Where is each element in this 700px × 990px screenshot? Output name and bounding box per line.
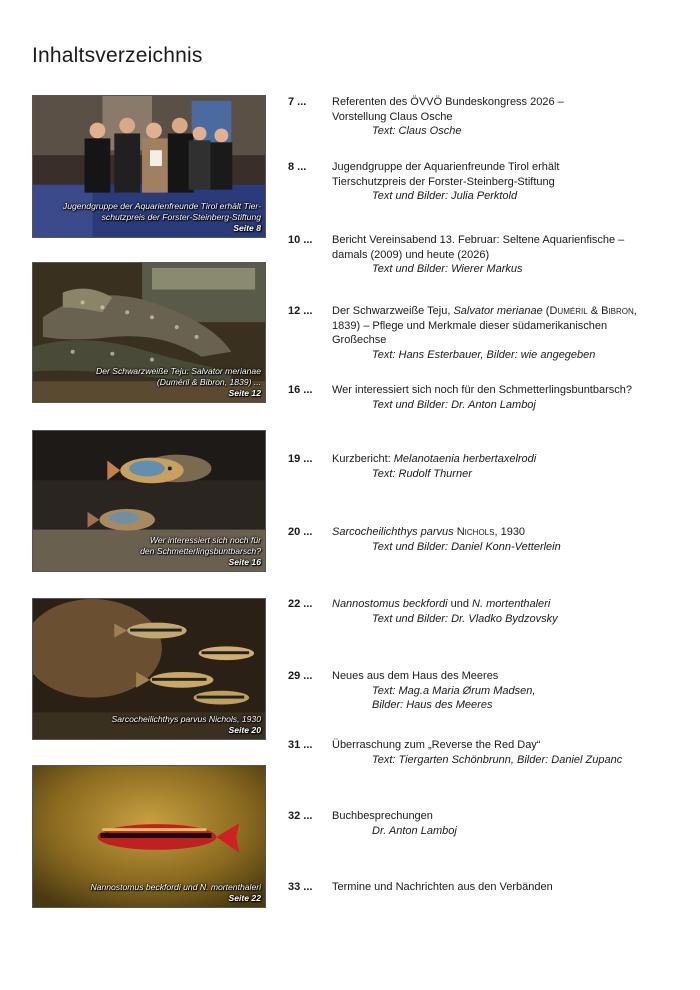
toc-entry[interactable] bbox=[288, 809, 678, 838]
toc-page-number: 19 ... bbox=[288, 453, 313, 465]
toc-entry[interactable] bbox=[288, 383, 678, 412]
toc-title: Wer interessiert sich noch für den Schmetterlingsbuntbarsch? bbox=[332, 384, 632, 396]
toc-page-number: 12 ... bbox=[288, 305, 313, 317]
toc-page-number: 22 ... bbox=[288, 598, 313, 610]
toc-entry[interactable] bbox=[288, 669, 678, 713]
thumbnail-caption: Jugendgruppe der Aquarienfreunde Tirol erhält Tier- schutzpreis der Forster-Steinberg-Stiftung Seite 8 bbox=[62, 201, 261, 233]
toc-page-number: 7 ... bbox=[288, 96, 307, 108]
thumbnail-caption: Wer interessiert sich noch für den Schmetterlingsbuntbarsch? Seite 16 bbox=[140, 535, 261, 567]
toc-page-number: 16 ... bbox=[288, 384, 313, 396]
toc-page-number: 8 ... bbox=[288, 161, 307, 173]
toc-title: Überraschung zum „Reverse the Red Day“ bbox=[332, 739, 541, 751]
toc-credit: Text und Bilder: Dr. Vladko Bydzovsky bbox=[372, 612, 558, 625]
toc-page-number: 10 ... bbox=[288, 234, 313, 246]
toc-entry[interactable] bbox=[288, 452, 678, 481]
toc-title: Sarcocheilichthys parvus Nichols, 1930 bbox=[332, 526, 526, 538]
page-title: Inhaltsverzeichnis bbox=[32, 44, 203, 67]
toc-title: Bericht Vereinsabend 13. Februar: Seltene Aquarienfische – damals (2009) und heute (2026) bbox=[332, 234, 625, 261]
thumbnail-caption: Der Schwarzweiße Teju: Salvator merianae (Duméril & Bibron, 1839) ... Seite 12 bbox=[96, 366, 261, 398]
thumbnail-schmetterlingsbuntbarsch[interactable] bbox=[32, 430, 266, 572]
toc-title: Neues aus dem Haus des Meeres bbox=[332, 670, 499, 682]
thumbnail-teju[interactable] bbox=[32, 262, 266, 403]
toc-page-number: 32 ... bbox=[288, 810, 313, 822]
toc-credit: Text: Claus Osche bbox=[372, 125, 462, 137]
toc-page-number: 33 ... bbox=[288, 881, 313, 893]
toc-title: Jugendgruppe der Aquarienfreunde Tirol erhält Tierschutzpreis der Forster-Steinberg-Stiftung bbox=[332, 161, 560, 188]
toc-credit: Text: Tiergarten Schönbrunn, Bilder: Daniel Zupanc bbox=[372, 753, 623, 766]
toc-credit: Text: Hans Esterbauer, Bilder: wie angegeben bbox=[372, 348, 596, 361]
toc-page-number: 31 ... bbox=[288, 739, 313, 751]
toc-entry[interactable] bbox=[288, 233, 678, 277]
thumbnail-caption: Nannostomus beckfordi und N. mortenthaleri Seite 22 bbox=[90, 882, 261, 903]
thumbnail-caption: Sarcocheilichthys parvus Nichols, 1930 Seite 20 bbox=[111, 714, 261, 735]
toc-credit: Text: Mag.a Maria Ørum Madsen, bbox=[372, 684, 536, 697]
toc-entry[interactable] bbox=[288, 95, 678, 139]
toc-entry[interactable] bbox=[288, 880, 678, 895]
toc-entry[interactable] bbox=[288, 525, 678, 554]
toc-title: Referenten des ÖVVÖ Bundeskongress 2026 – Vorstellung Claus Osche bbox=[332, 96, 564, 123]
thumbnail-nannostomus[interactable] bbox=[32, 765, 266, 908]
toc-page-number: 29 ... bbox=[288, 670, 313, 682]
toc-entry[interactable] bbox=[288, 304, 678, 362]
toc-page-number: 20 ... bbox=[288, 526, 313, 538]
toc-entry[interactable] bbox=[288, 597, 678, 626]
thumbnail-jugendgruppe[interactable] bbox=[32, 95, 266, 238]
toc-entry[interactable] bbox=[288, 160, 678, 204]
toc-title: Nannostomus beckfordi und N. mortenthaleri bbox=[332, 598, 551, 610]
toc-title: Buchbesprechungen bbox=[332, 810, 433, 822]
toc-credit: Text: Rudolf Thurner bbox=[372, 467, 472, 480]
toc-entry[interactable] bbox=[288, 738, 678, 767]
toc-credit: Text und Bilder: Daniel Konn-Vetterlein bbox=[372, 540, 561, 553]
toc-credit: Text und Bilder: Dr. Anton Lamboj bbox=[372, 398, 536, 411]
toc-credit: Text und Bilder: Julia Perktold bbox=[372, 190, 518, 202]
toc-credit: Dr. Anton Lamboj bbox=[372, 824, 457, 837]
toc-credit: Text und Bilder: Wierer Markus bbox=[372, 263, 523, 275]
toc-title: Kurzbericht: Melanotaenia herbertaxelrodi bbox=[332, 453, 537, 465]
toc-credit: Bilder: Haus des Meeres bbox=[372, 699, 493, 711]
toc-title: Der Schwarzweiße Teju, Salvator merianae (Duméril & Bibron, 1839) – Pflege und Merkmale dieser südamerikanischen Großechse bbox=[332, 305, 637, 346]
thumbnail-sarcocheilichthys[interactable] bbox=[32, 598, 266, 740]
toc-title: Termine und Nachrichten aus den Verbänden bbox=[332, 881, 553, 893]
